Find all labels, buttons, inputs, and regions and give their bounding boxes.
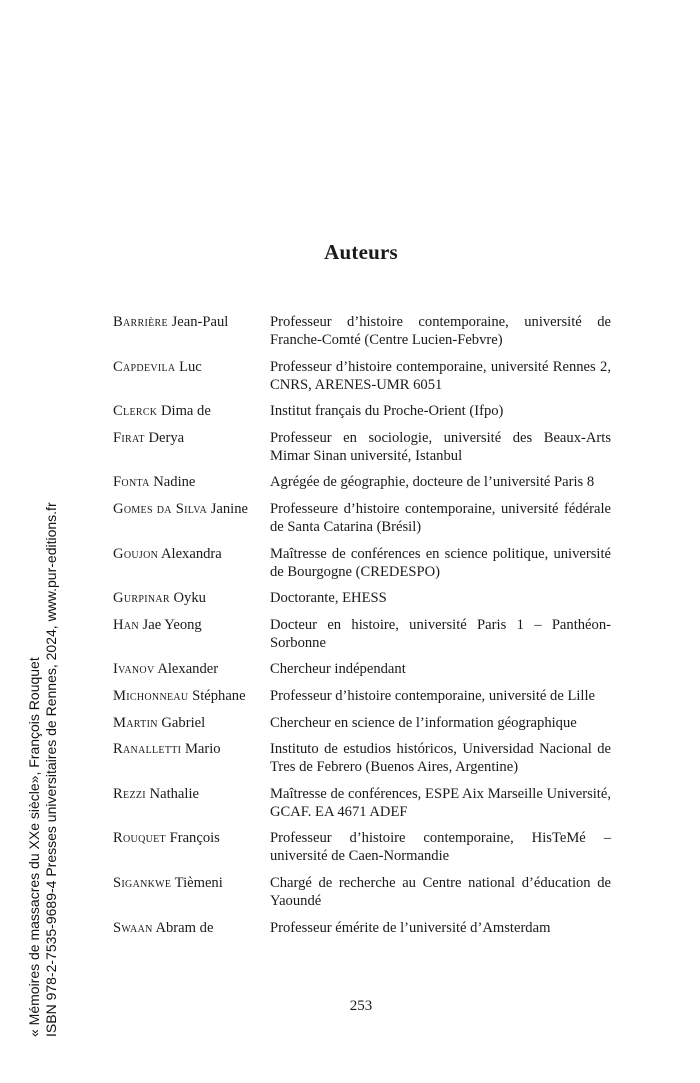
author-given-name: Dima de xyxy=(160,403,211,420)
author-entry xyxy=(113,429,611,465)
author-surname: Gomes da Silva xyxy=(113,500,208,517)
author-given-name: Alexandra xyxy=(160,545,222,562)
author-affiliation: Instituto de estudios históricos, Universidad Nacional de Tres de Febrero (Buenos Aires, Argentine) xyxy=(270,741,611,776)
author-entry xyxy=(113,829,611,865)
author-name xyxy=(113,616,270,652)
author-name xyxy=(113,589,270,607)
author-surname: Goujon xyxy=(113,545,159,562)
author-entry xyxy=(113,500,611,536)
author-name xyxy=(113,358,270,394)
author-name xyxy=(113,545,270,581)
author-entry xyxy=(113,358,611,394)
author-given-name: Derya xyxy=(148,429,185,446)
author-affiliation: Institut français du Proche-Orient (Ifpo) xyxy=(270,403,504,420)
author-affiliation: Professeur en sociologie, université des Beaux-Arts Mimar Sinan université, Istanbul xyxy=(270,429,611,464)
author-name xyxy=(113,500,270,536)
author-given-name: François xyxy=(169,830,220,847)
author-entry xyxy=(113,874,611,910)
author-given-name: Stéphane xyxy=(192,687,246,704)
author-affiliation: Professeure d’histoire contemporaine, université fédérale de Santa Catarina (Brésil) xyxy=(270,500,611,535)
author-affiliation: Chercheur indépendant xyxy=(270,661,406,678)
author-entry xyxy=(113,313,611,349)
copyright-watermark xyxy=(26,502,60,1037)
author-affiliation: Chargé de recherche au Centre national d’éducation de Yaoundé xyxy=(270,874,611,909)
watermark-line-1: « Mémoires de massacres du XXe siècle», François Rouquet xyxy=(26,657,42,1037)
author-surname: Sigankwe xyxy=(113,874,172,891)
author-name xyxy=(113,919,270,937)
author-entry xyxy=(113,687,611,705)
author-surname: Martin xyxy=(113,714,158,731)
author-entry xyxy=(113,473,611,491)
authors-list xyxy=(113,313,611,945)
author-name xyxy=(113,473,270,491)
author-affiliation: Professeur d’histoire contemporaine, université de Franche-Comté (Centre Lucien-Febvre) xyxy=(270,314,611,348)
author-affiliation: Chercheur en science de l’information géographique xyxy=(270,714,577,731)
author-affiliation: Maîtresse de conférences en science politique, université de Bourgogne (CREDESPO) xyxy=(270,545,611,580)
author-surname: Rezzi xyxy=(113,785,146,802)
author-name xyxy=(113,660,270,678)
author-entry xyxy=(113,589,611,607)
author-given-name: Gabriel xyxy=(161,714,206,731)
author-name xyxy=(113,402,270,420)
author-entry xyxy=(113,402,611,420)
author-given-name: Jean-Paul xyxy=(171,314,229,330)
author-name xyxy=(113,687,270,705)
author-given-name: Mario xyxy=(184,741,221,758)
author-entry xyxy=(113,660,611,678)
author-name xyxy=(113,874,270,910)
author-name xyxy=(113,714,270,732)
author-entry xyxy=(113,740,611,776)
author-name xyxy=(113,313,270,349)
author-affiliation: Maîtresse de conférences, ESPE Aix Marseille Université, GCAF. EA 4671 ADEF xyxy=(270,785,611,820)
author-given-name: Tièmeni xyxy=(174,874,223,891)
author-affiliation: Docteur en histoire, université Paris 1 – Panthéon-Sorbonne xyxy=(270,616,611,651)
author-affiliation: Professeur d’histoire contemporaine, université Rennes 2, CNRS, ARENES-UMR 6051 xyxy=(270,358,611,393)
author-name xyxy=(113,829,270,865)
author-affiliation: Professeur émérite de l’université d’Amsterdam xyxy=(270,919,551,936)
author-given-name: Janine xyxy=(210,500,249,517)
author-surname: Barrière xyxy=(113,314,168,330)
author-given-name: Nathalie xyxy=(149,785,199,802)
author-surname: Swaan xyxy=(113,919,153,936)
watermark-line-2: ISBN 978-2-7535-9689-4 Presses universitaires de Rennes, 2024, www.pur-editions.fr xyxy=(43,502,59,1037)
page-title: Auteurs xyxy=(324,240,398,264)
author-surname: Ivanov xyxy=(113,661,155,678)
author-surname: Han xyxy=(113,616,139,633)
author-given-name: Luc xyxy=(179,358,202,375)
author-entry xyxy=(113,919,611,937)
author-entry xyxy=(113,545,611,581)
author-given-name: Nadine xyxy=(153,474,196,491)
author-surname: Ranalletti xyxy=(113,741,182,758)
author-affiliation: Professeur d’histoire contemporaine, HisTeMé – université de Caen-Normandie xyxy=(270,830,611,865)
author-surname: Rouquet xyxy=(113,830,166,847)
author-surname: Gurpinar xyxy=(113,590,170,607)
author-surname: Fonta xyxy=(113,474,150,491)
author-name xyxy=(113,740,270,776)
page-number: 253 xyxy=(349,998,373,1014)
author-surname: Capdevila xyxy=(113,358,176,375)
author-affiliation: Agrégée de géographie, docteure de l’université Paris 8 xyxy=(270,474,595,491)
author-given-name: Alexander xyxy=(157,661,219,678)
author-surname: Clerck xyxy=(113,403,158,420)
author-name xyxy=(113,785,270,821)
author-given-name: Abram de xyxy=(155,919,214,936)
author-given-name: Jae Yeong xyxy=(142,616,202,633)
author-entry xyxy=(113,616,611,652)
author-given-name: Oyku xyxy=(173,590,206,607)
author-entry xyxy=(113,714,611,732)
author-affiliation: Professeur d’histoire contemporaine, université de Lille xyxy=(270,687,596,704)
author-surname: Michonneau xyxy=(113,687,189,704)
author-surname: Firat xyxy=(113,429,145,446)
author-entry xyxy=(113,785,611,821)
author-affiliation: Doctorante, EHESS xyxy=(270,590,387,607)
author-name xyxy=(113,429,270,465)
